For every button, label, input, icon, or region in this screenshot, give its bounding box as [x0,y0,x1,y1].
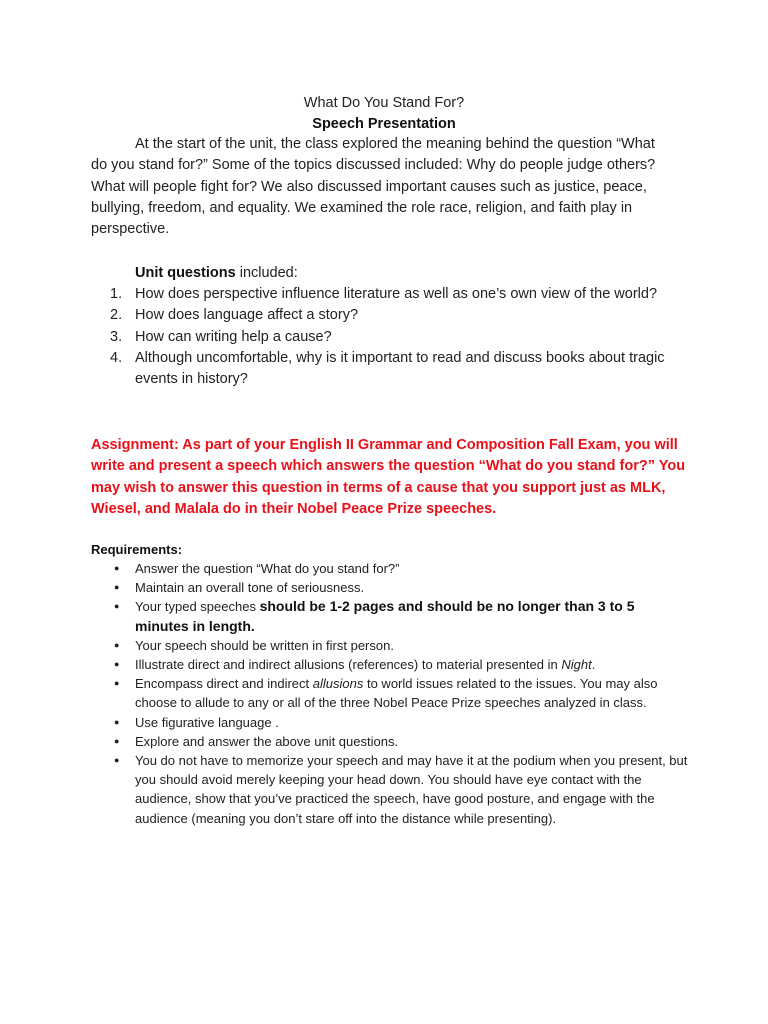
unit-questions-heading [135,263,298,284]
requirements-heading: Requirements: [91,542,183,557]
list-item-text: How does perspective influence literature as well as one’s own view of the world? [135,286,658,302]
document-subtitle: Speech Presentation [312,116,456,132]
list-item [0,305,680,326]
bullet-icon: ● [114,678,120,689]
unit-questions-label: Unit questions [135,265,236,281]
list-item-text: Although uncomfortable, why is it important to read and discuss books about tragic events in history? [135,349,665,388]
intro-paragraph: At the start of the unit, the class explored the meaning behind the question “What do you stand for?” Some of the topics discussed included: Why do people judge others? What will people fight for? We also discussed important causes such as justice, peace, bullying, freedom, and equality. We examined the role race, religion, and faith play in perspective. [91,136,656,238]
unit-questions-suffix: included: [235,265,298,281]
list-item-text: Use figurative language . [135,714,279,730]
list-item [0,597,690,635]
list-item-text: Illustrate direct and indirect allusions (references) to material presented in [135,657,562,673]
list-item [0,674,690,712]
requirements-list [0,559,690,828]
list-item [0,559,690,578]
bullet-icon: ● [114,735,120,746]
bullet-icon: ● [114,755,120,766]
bullet-icon: ● [114,601,120,612]
bullet-icon: ● [114,639,120,650]
list-item [0,655,690,674]
list-item-text: Encompass direct and indirect [135,676,313,692]
list-number: 4. [110,349,123,366]
list-item [0,327,680,348]
list-item-text: How does language affect a story? [135,307,359,324]
list-item-bold-text: should be 1-2 pages and should be no longer than 3 to 5 minutes in length. [135,598,635,634]
list-item [0,284,680,305]
book-title-night: Night [561,657,592,673]
list-item-text: Explore and answer the above unit questions. [135,733,399,749]
assignment-paragraph: Assignment: As part of your English II Grammar and Composition Fall Exam, you will write and present a speech which answers the question “What do you stand for?” You may wish to answer this question in terms of a cause that you support just as MLK, Wiesel, and Malala do in their Nobel Peace Prize speeches. [91,437,686,517]
unit-questions-list [0,284,680,390]
document-title: What Do You Stand For? [303,95,465,111]
list-item-text: Your typed speeches [135,599,260,615]
bullet-icon: ● [114,716,120,727]
list-item [0,636,690,655]
list-item [0,713,690,732]
list-item [0,348,680,391]
list-item [0,578,690,597]
bullet-icon: ● [114,582,120,593]
list-item [0,751,690,828]
bullet-icon: ● [114,563,120,573]
list-item-text: Your speech should be written in first person. [135,637,394,653]
list-item-text-end: . [591,657,596,673]
bullet-icon: ● [114,659,120,670]
list-item-text: Maintain an overall tone of seriousness. [135,580,365,596]
list-item-text: Answer the question “What do you stand for?” [135,561,400,576]
italic-word-allusions: allusions [312,676,364,692]
list-number: 1. [110,286,123,302]
list-number: 3. [110,328,123,345]
list-item-text: You do not have to memorize your speech and may have it at the podium when you present, but you should avoid merely keeping your head down. You should have eye contact with the audience, show that you’ve practiced the speech, have good posture, and engage with the audience (meaning you don’t stare off into the distance while presenting). [135,753,688,826]
list-item [0,732,690,751]
list-item-text: How can writing help a cause? [135,328,332,345]
list-number: 2. [110,307,123,324]
list-item-text-end: to world issues related to the issues. You may also choose to allude to any or all of the three Nobel Peace Prize speeches analyzed in class. [135,676,658,711]
